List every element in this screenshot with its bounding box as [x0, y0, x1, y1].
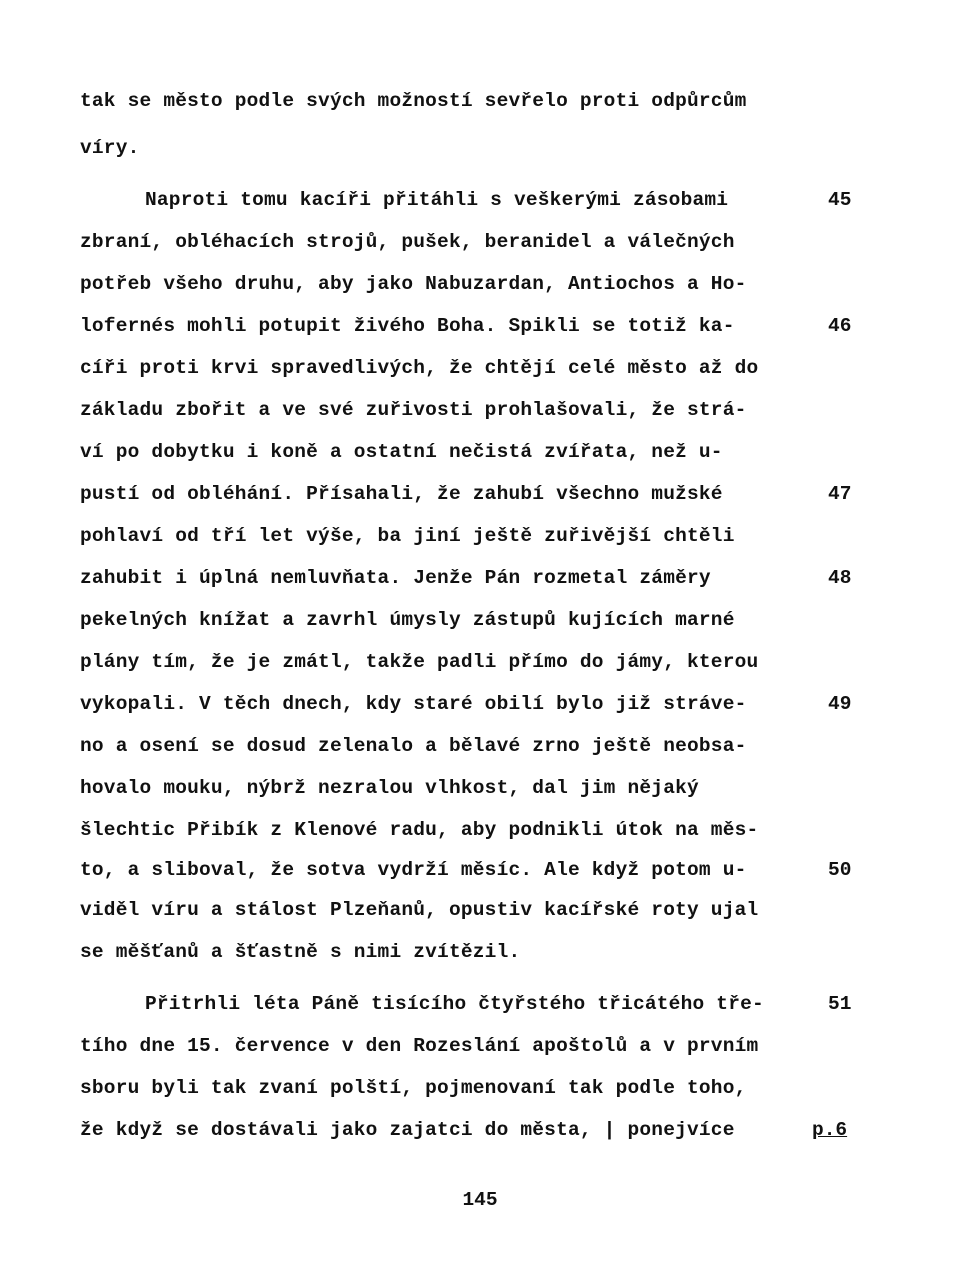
- text-line: ví po dobytku i koně a ostatní nečistá zvířata, než u-: [80, 441, 723, 463]
- margin-verse-number: 51: [828, 993, 852, 1015]
- text-line: sboru byli tak zvaní polští, pojmenovaní tak podle toho,: [80, 1077, 747, 1099]
- margin-verse-number: 46: [828, 315, 852, 337]
- text-line: základu zbořit a ve své zuřivosti prohlašovali, že strá-: [80, 399, 747, 421]
- text-line: cíři proti krvi spravedlivých, že chtějí celé město až do: [80, 357, 759, 379]
- paragraph-start-line: Přitrhli léta Páně tisícího čtyřstého třicátého tře-: [145, 993, 764, 1015]
- margin-verse-number: 49: [828, 693, 852, 715]
- text-line: potřeb všeho druhu, aby jako Nabuzardan, Antiochos a Ho-: [80, 273, 747, 295]
- text-line: vykopali. V těch dnech, kdy staré obilí bylo již stráve-: [80, 693, 747, 715]
- text-line: no a osení se dosud zelenalo a bělavé zrno ještě neobsa-: [80, 735, 747, 757]
- text-line: že když se dostávali jako zajatci do města, | ponejvíce: [80, 1119, 735, 1141]
- text-line: to, a sliboval, že sotva vydrží měsíc. Ale když potom u-: [80, 859, 747, 881]
- text-line: plány tím, že je zmátl, takže padli přímo do jámy, kterou: [80, 651, 759, 673]
- margin-verse-number: 50: [828, 859, 852, 881]
- text-line: pustí od obléhání. Přísahali, že zahubí všechno mužské: [80, 483, 723, 505]
- text-line: tího dne 15. července v den Rozeslání apoštolů a v prvním: [80, 1035, 759, 1057]
- text-line: lofernés mohli potupit živého Boha. Spikli se totiž ka-: [80, 315, 735, 337]
- margin-verse-number: 48: [828, 567, 852, 589]
- paragraph-start-line: Naproti tomu kacíři přitáhli s veškerými zásobami: [145, 189, 729, 211]
- text-line: viděl víru a stálost Plzeňanů, opustiv kacířské roty ujal: [80, 899, 759, 921]
- text-line: šlechtic Přibík z Klenové radu, aby podnikli útok na měs-: [80, 819, 759, 841]
- margin-verse-number: 47: [828, 483, 852, 505]
- page-reference: p.6: [812, 1119, 848, 1141]
- text-line: se měšťanů a šťastně s nimi zvítězil.: [80, 941, 521, 963]
- page-number: 145: [462, 1189, 498, 1211]
- text-line: hovalo mouku, nýbrž nezralou vlhkost, dal jim nějaký: [80, 777, 699, 799]
- text-line: tak se město podle svých možností sevřelo proti odpůrcům: [80, 90, 747, 112]
- text-line: pekelných knížat a zavrhl úmysly zástupů kujících marné: [80, 609, 735, 631]
- text-line: zahubit i úplná nemluvňata. Jenže Pán rozmetal záměry: [80, 567, 711, 589]
- text-line: víry.: [80, 137, 140, 159]
- margin-verse-number: 45: [828, 189, 852, 211]
- text-line: pohlaví od tří let výše, ba jiní ještě zuřivější chtěli: [80, 525, 735, 547]
- text-line: zbraní, obléhacích strojů, pušek, beranidel a válečných: [80, 231, 735, 253]
